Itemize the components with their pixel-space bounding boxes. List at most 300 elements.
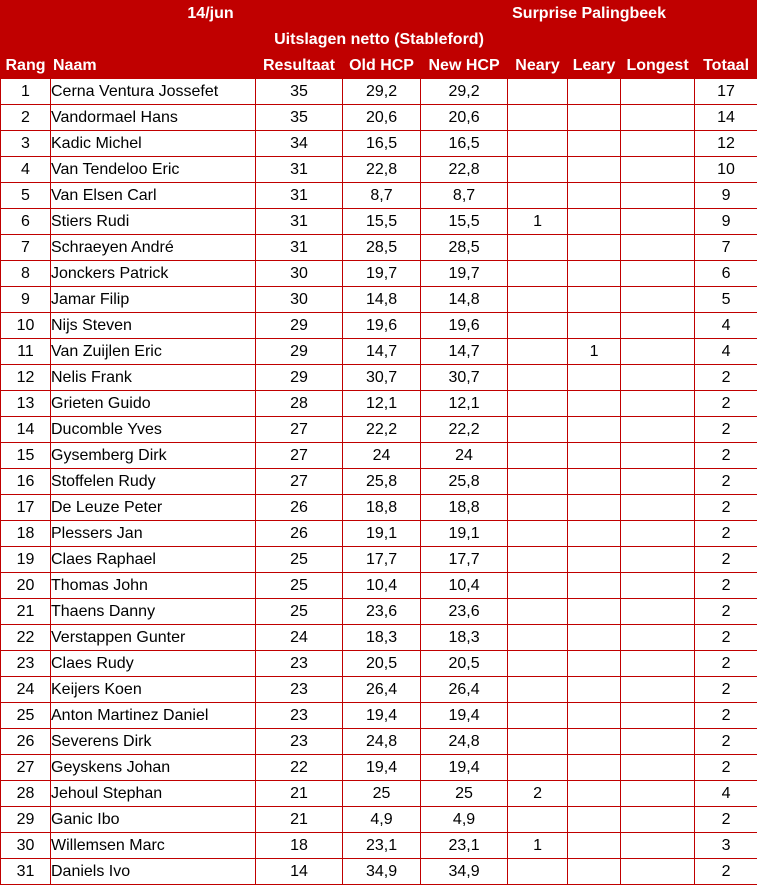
- cell-old-hcp: 25: [343, 781, 421, 807]
- cell-longest: [621, 157, 695, 183]
- cell-rang: 14: [1, 417, 51, 443]
- cell-resultaat: 18: [256, 833, 343, 859]
- cell-rang: 21: [1, 599, 51, 625]
- cell-totaal: 2: [695, 677, 757, 703]
- cell-leary: [568, 729, 621, 755]
- table-row: [1, 287, 757, 313]
- cell-longest: [621, 729, 695, 755]
- cell-neary: 1: [508, 209, 568, 235]
- table-row: [1, 443, 757, 469]
- cell-rang: 2: [1, 105, 51, 131]
- cell-totaal: 2: [695, 703, 757, 729]
- cell-old-hcp: 16,5: [343, 131, 421, 157]
- cell-rang: 16: [1, 469, 51, 495]
- cell-naam: Jamar Filip: [51, 287, 256, 313]
- cell-neary: [508, 287, 568, 313]
- cell-old-hcp: 17,7: [343, 547, 421, 573]
- cell-neary: [508, 105, 568, 131]
- cell-old-hcp: 30,7: [343, 365, 421, 391]
- cell-new-hcp: 4,9: [421, 807, 508, 833]
- cell-resultaat: 25: [256, 573, 343, 599]
- cell-totaal: 12: [695, 131, 757, 157]
- cell-old-hcp: 12,1: [343, 391, 421, 417]
- results-body: [1, 79, 757, 885]
- cell-naam: Jehoul Stephan: [51, 781, 256, 807]
- cell-leary: [568, 573, 621, 599]
- cell-rang: 28: [1, 781, 51, 807]
- cell-resultaat: 14: [256, 859, 343, 885]
- cell-new-hcp: 22,2: [421, 417, 508, 443]
- cell-resultaat: 21: [256, 807, 343, 833]
- cell-longest: [621, 833, 695, 859]
- table-row: [1, 417, 757, 443]
- col-header-totaal: Totaal: [695, 53, 757, 79]
- cell-naam: De Leuze Peter: [51, 495, 256, 521]
- cell-resultaat: 24: [256, 625, 343, 651]
- cell-longest: [621, 287, 695, 313]
- cell-totaal: 2: [695, 443, 757, 469]
- col-header-rang: Rang: [1, 53, 51, 79]
- table-row: [1, 469, 757, 495]
- cell-totaal: 17: [695, 79, 757, 105]
- cell-longest: [621, 391, 695, 417]
- cell-neary: [508, 313, 568, 339]
- table-row: [1, 677, 757, 703]
- cell-longest: [621, 599, 695, 625]
- cell-leary: [568, 105, 621, 131]
- cell-rang: 27: [1, 755, 51, 781]
- cell-old-hcp: 18,3: [343, 625, 421, 651]
- cell-naam: Claes Rudy: [51, 651, 256, 677]
- title-row: [1, 1, 757, 28]
- col-header-neary: Neary: [508, 53, 568, 79]
- col-header-naam: Naam: [51, 53, 256, 79]
- cell-rang: 12: [1, 365, 51, 391]
- cell-rang: 13: [1, 391, 51, 417]
- cell-new-hcp: 19,7: [421, 261, 508, 287]
- cell-longest: [621, 521, 695, 547]
- table-row: [1, 573, 757, 599]
- cell-old-hcp: 19,4: [343, 755, 421, 781]
- cell-rang: 26: [1, 729, 51, 755]
- cell-old-hcp: 14,8: [343, 287, 421, 313]
- cell-totaal: 2: [695, 859, 757, 885]
- cell-new-hcp: 14,7: [421, 339, 508, 365]
- cell-new-hcp: 8,7: [421, 183, 508, 209]
- cell-neary: [508, 183, 568, 209]
- cell-resultaat: 35: [256, 79, 343, 105]
- cell-new-hcp: 34,9: [421, 859, 508, 885]
- cell-naam: Daniels Ivo: [51, 859, 256, 885]
- cell-leary: [568, 755, 621, 781]
- cell-totaal: 2: [695, 755, 757, 781]
- cell-longest: [621, 495, 695, 521]
- cell-naam: Schraeyen André: [51, 235, 256, 261]
- cell-longest: [621, 547, 695, 573]
- cell-neary: [508, 469, 568, 495]
- table-row: [1, 625, 757, 651]
- cell-totaal: 9: [695, 209, 757, 235]
- cell-old-hcp: 24: [343, 443, 421, 469]
- cell-naam: Thaens Danny: [51, 599, 256, 625]
- cell-neary: [508, 521, 568, 547]
- cell-new-hcp: 22,8: [421, 157, 508, 183]
- cell-old-hcp: 22,8: [343, 157, 421, 183]
- table-row: [1, 521, 757, 547]
- cell-longest: [621, 79, 695, 105]
- cell-old-hcp: 26,4: [343, 677, 421, 703]
- cell-resultaat: 27: [256, 443, 343, 469]
- col-header-old-hcp: Old HCP: [343, 53, 421, 79]
- cell-totaal: 3: [695, 833, 757, 859]
- cell-naam: Thomas John: [51, 573, 256, 599]
- cell-old-hcp: 19,1: [343, 521, 421, 547]
- cell-rang: 29: [1, 807, 51, 833]
- cell-totaal: 2: [695, 729, 757, 755]
- cell-new-hcp: 18,3: [421, 625, 508, 651]
- table-row: [1, 131, 757, 157]
- cell-totaal: 2: [695, 391, 757, 417]
- cell-old-hcp: 29,2: [343, 79, 421, 105]
- cell-old-hcp: 19,7: [343, 261, 421, 287]
- cell-leary: [568, 131, 621, 157]
- cell-leary: [568, 365, 621, 391]
- cell-leary: [568, 677, 621, 703]
- cell-neary: [508, 573, 568, 599]
- cell-naam: Ganic Ibo: [51, 807, 256, 833]
- cell-leary: [568, 261, 621, 287]
- cell-longest: [621, 365, 695, 391]
- cell-neary: [508, 677, 568, 703]
- cell-new-hcp: 15,5: [421, 209, 508, 235]
- cell-leary: [568, 79, 621, 105]
- cell-rang: 22: [1, 625, 51, 651]
- cell-rang: 23: [1, 651, 51, 677]
- cell-leary: [568, 157, 621, 183]
- cell-totaal: 7: [695, 235, 757, 261]
- cell-new-hcp: 10,4: [421, 573, 508, 599]
- cell-resultaat: 27: [256, 469, 343, 495]
- cell-neary: [508, 365, 568, 391]
- cell-neary: [508, 339, 568, 365]
- cell-resultaat: 26: [256, 495, 343, 521]
- table-row: [1, 807, 757, 833]
- cell-longest: [621, 339, 695, 365]
- cell-longest: [621, 703, 695, 729]
- table-row: [1, 183, 757, 209]
- cell-totaal: 2: [695, 599, 757, 625]
- cell-old-hcp: 18,8: [343, 495, 421, 521]
- cell-new-hcp: 24,8: [421, 729, 508, 755]
- cell-old-hcp: 10,4: [343, 573, 421, 599]
- cell-naam: Severens Dirk: [51, 729, 256, 755]
- table-row: [1, 599, 757, 625]
- cell-leary: [568, 807, 621, 833]
- cell-naam: Cerna Ventura Jossefet: [51, 79, 256, 105]
- cell-totaal: 2: [695, 365, 757, 391]
- cell-totaal: 4: [695, 781, 757, 807]
- table-row: [1, 313, 757, 339]
- cell-new-hcp: 24: [421, 443, 508, 469]
- cell-new-hcp: 19,6: [421, 313, 508, 339]
- cell-neary: [508, 625, 568, 651]
- cell-rang: 3: [1, 131, 51, 157]
- cell-rang: 24: [1, 677, 51, 703]
- event-date: 14/jun: [1, 1, 421, 28]
- cell-new-hcp: 25: [421, 781, 508, 807]
- cell-new-hcp: 29,2: [421, 79, 508, 105]
- cell-totaal: 10: [695, 157, 757, 183]
- cell-rang: 18: [1, 521, 51, 547]
- cell-longest: [621, 781, 695, 807]
- cell-neary: [508, 443, 568, 469]
- column-header-row: [1, 53, 757, 79]
- cell-old-hcp: 23,1: [343, 833, 421, 859]
- cell-rang: 20: [1, 573, 51, 599]
- cell-naam: Ducomble Yves: [51, 417, 256, 443]
- cell-totaal: 2: [695, 547, 757, 573]
- cell-naam: Van Tendeloo Eric: [51, 157, 256, 183]
- cell-longest: [621, 573, 695, 599]
- cell-rang: 8: [1, 261, 51, 287]
- cell-neary: [508, 79, 568, 105]
- cell-new-hcp: 20,6: [421, 105, 508, 131]
- cell-old-hcp: 4,9: [343, 807, 421, 833]
- cell-naam: Nelis Frank: [51, 365, 256, 391]
- table-row: [1, 859, 757, 885]
- cell-old-hcp: 24,8: [343, 729, 421, 755]
- table-row: [1, 547, 757, 573]
- cell-naam: Claes Raphael: [51, 547, 256, 573]
- cell-naam: Vandormael Hans: [51, 105, 256, 131]
- cell-resultaat: 28: [256, 391, 343, 417]
- cell-neary: 1: [508, 833, 568, 859]
- results-subtitle: Uitslagen netto (Stableford): [1, 28, 757, 53]
- cell-totaal: 9: [695, 183, 757, 209]
- col-header-longest: Longest: [621, 53, 695, 79]
- col-header-leary: Leary: [568, 53, 621, 79]
- cell-new-hcp: 25,8: [421, 469, 508, 495]
- cell-new-hcp: 14,8: [421, 287, 508, 313]
- cell-totaal: 2: [695, 573, 757, 599]
- cell-old-hcp: 15,5: [343, 209, 421, 235]
- cell-longest: [621, 443, 695, 469]
- cell-longest: [621, 625, 695, 651]
- cell-totaal: 4: [695, 339, 757, 365]
- cell-neary: [508, 703, 568, 729]
- cell-naam: Anton Martinez Daniel: [51, 703, 256, 729]
- cell-leary: [568, 443, 621, 469]
- cell-resultaat: 23: [256, 677, 343, 703]
- cell-neary: [508, 547, 568, 573]
- cell-old-hcp: 8,7: [343, 183, 421, 209]
- cell-new-hcp: 28,5: [421, 235, 508, 261]
- cell-naam: Van Zuijlen Eric: [51, 339, 256, 365]
- table-row: [1, 235, 757, 261]
- cell-rang: 7: [1, 235, 51, 261]
- table-row: [1, 833, 757, 859]
- cell-resultaat: 35: [256, 105, 343, 131]
- table-row: [1, 105, 757, 131]
- cell-neary: [508, 391, 568, 417]
- cell-new-hcp: 16,5: [421, 131, 508, 157]
- cell-neary: [508, 235, 568, 261]
- cell-totaal: 5: [695, 287, 757, 313]
- cell-neary: [508, 807, 568, 833]
- cell-leary: [568, 859, 621, 885]
- subtitle-row: [1, 28, 757, 53]
- table-row: [1, 781, 757, 807]
- cell-rang: 19: [1, 547, 51, 573]
- cell-leary: [568, 495, 621, 521]
- cell-rang: 5: [1, 183, 51, 209]
- cell-totaal: 2: [695, 807, 757, 833]
- cell-new-hcp: 12,1: [421, 391, 508, 417]
- cell-rang: 15: [1, 443, 51, 469]
- cell-new-hcp: 19,4: [421, 703, 508, 729]
- cell-leary: [568, 183, 621, 209]
- cell-naam: Willemsen Marc: [51, 833, 256, 859]
- cell-old-hcp: 20,6: [343, 105, 421, 131]
- cell-naam: Verstappen Gunter: [51, 625, 256, 651]
- cell-neary: [508, 417, 568, 443]
- cell-new-hcp: 18,8: [421, 495, 508, 521]
- cell-longest: [621, 417, 695, 443]
- cell-longest: [621, 105, 695, 131]
- cell-neary: [508, 599, 568, 625]
- cell-new-hcp: 19,4: [421, 755, 508, 781]
- cell-resultaat: 30: [256, 261, 343, 287]
- cell-totaal: 2: [695, 417, 757, 443]
- cell-rang: 17: [1, 495, 51, 521]
- cell-neary: [508, 729, 568, 755]
- cell-leary: [568, 547, 621, 573]
- cell-longest: [621, 807, 695, 833]
- cell-naam: Stoffelen Rudy: [51, 469, 256, 495]
- cell-longest: [621, 859, 695, 885]
- cell-old-hcp: 25,8: [343, 469, 421, 495]
- cell-leary: [568, 287, 621, 313]
- cell-longest: [621, 677, 695, 703]
- cell-rang: 30: [1, 833, 51, 859]
- cell-longest: [621, 755, 695, 781]
- table-row: [1, 495, 757, 521]
- cell-longest: [621, 313, 695, 339]
- cell-totaal: 2: [695, 521, 757, 547]
- cell-leary: [568, 599, 621, 625]
- course-name: Surprise Palingbeek: [421, 1, 757, 28]
- cell-naam: Kadic Michel: [51, 131, 256, 157]
- cell-resultaat: 21: [256, 781, 343, 807]
- cell-totaal: 2: [695, 469, 757, 495]
- cell-leary: [568, 703, 621, 729]
- cell-old-hcp: 34,9: [343, 859, 421, 885]
- table-row: [1, 729, 757, 755]
- cell-resultaat: 23: [256, 729, 343, 755]
- cell-new-hcp: 19,1: [421, 521, 508, 547]
- cell-naam: Gysemberg Dirk: [51, 443, 256, 469]
- table-row: [1, 339, 757, 365]
- cell-resultaat: 31: [256, 209, 343, 235]
- cell-longest: [621, 651, 695, 677]
- cell-leary: [568, 781, 621, 807]
- cell-longest: [621, 469, 695, 495]
- cell-naam: Keijers Koen: [51, 677, 256, 703]
- cell-totaal: 2: [695, 625, 757, 651]
- table-row: [1, 703, 757, 729]
- cell-naam: Grieten Guido: [51, 391, 256, 417]
- cell-new-hcp: 17,7: [421, 547, 508, 573]
- cell-old-hcp: 19,6: [343, 313, 421, 339]
- cell-leary: [568, 391, 621, 417]
- cell-longest: [621, 131, 695, 157]
- cell-neary: [508, 495, 568, 521]
- cell-neary: [508, 157, 568, 183]
- cell-naam: Nijs Steven: [51, 313, 256, 339]
- cell-resultaat: 25: [256, 547, 343, 573]
- table-row: [1, 209, 757, 235]
- cell-totaal: 14: [695, 105, 757, 131]
- cell-rang: 10: [1, 313, 51, 339]
- cell-neary: [508, 651, 568, 677]
- cell-rang: 9: [1, 287, 51, 313]
- cell-resultaat: 31: [256, 235, 343, 261]
- cell-naam: Van Elsen Carl: [51, 183, 256, 209]
- cell-naam: Plessers Jan: [51, 521, 256, 547]
- cell-leary: [568, 235, 621, 261]
- cell-totaal: 2: [695, 495, 757, 521]
- table-row: [1, 391, 757, 417]
- cell-totaal: 6: [695, 261, 757, 287]
- cell-naam: Stiers Rudi: [51, 209, 256, 235]
- cell-neary: [508, 261, 568, 287]
- table-row: [1, 79, 757, 105]
- cell-rang: 31: [1, 859, 51, 885]
- cell-neary: [508, 131, 568, 157]
- cell-old-hcp: 19,4: [343, 703, 421, 729]
- cell-leary: [568, 651, 621, 677]
- cell-leary: [568, 833, 621, 859]
- cell-old-hcp: 20,5: [343, 651, 421, 677]
- cell-resultaat: 26: [256, 521, 343, 547]
- cell-resultaat: 29: [256, 365, 343, 391]
- cell-leary: 1: [568, 339, 621, 365]
- cell-resultaat: 22: [256, 755, 343, 781]
- cell-resultaat: 27: [256, 417, 343, 443]
- cell-old-hcp: 22,2: [343, 417, 421, 443]
- cell-resultaat: 25: [256, 599, 343, 625]
- cell-neary: [508, 859, 568, 885]
- table-row: [1, 651, 757, 677]
- cell-naam: Jonckers Patrick: [51, 261, 256, 287]
- table-row: [1, 755, 757, 781]
- cell-resultaat: 29: [256, 313, 343, 339]
- cell-rang: 4: [1, 157, 51, 183]
- cell-resultaat: 31: [256, 183, 343, 209]
- cell-leary: [568, 521, 621, 547]
- table-row: [1, 157, 757, 183]
- cell-neary: [508, 755, 568, 781]
- cell-resultaat: 31: [256, 157, 343, 183]
- cell-leary: [568, 469, 621, 495]
- cell-resultaat: 30: [256, 287, 343, 313]
- cell-totaal: 4: [695, 313, 757, 339]
- cell-leary: [568, 313, 621, 339]
- cell-longest: [621, 183, 695, 209]
- cell-totaal: 2: [695, 651, 757, 677]
- cell-new-hcp: 23,6: [421, 599, 508, 625]
- cell-rang: 11: [1, 339, 51, 365]
